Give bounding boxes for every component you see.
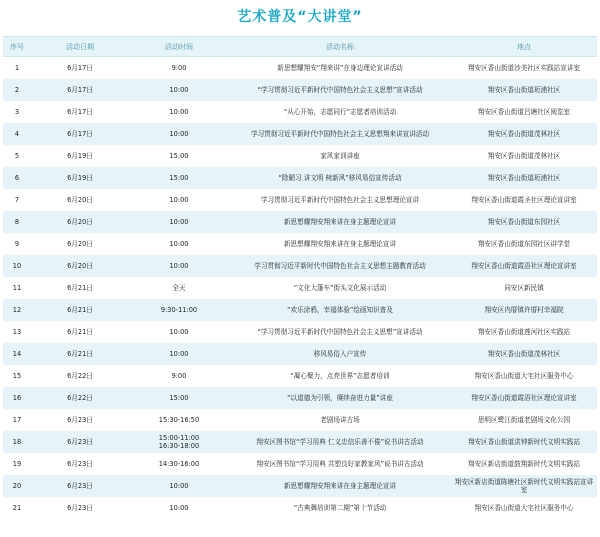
row-number: 7 xyxy=(3,189,31,211)
table-row xyxy=(3,365,597,387)
activity-location: 翔安区香山街道大宅社区服务中心 xyxy=(451,497,597,519)
activity-time: 15:00 xyxy=(129,387,229,409)
row-number: 4 xyxy=(3,123,31,145)
table-row xyxy=(3,167,597,189)
activity-location: 翔安区香山街道东园社区讲学堂 xyxy=(451,233,597,255)
activity-time: 9:00 xyxy=(129,365,229,387)
activity-time: 10:00 xyxy=(129,123,229,145)
row-number: 2 xyxy=(3,79,31,101)
activity-location: 翔安区香山街道东园社区 xyxy=(451,211,597,233)
activity-time: 15:00 xyxy=(129,145,229,167)
row-number: 17 xyxy=(3,409,31,431)
row-number: 5 xyxy=(3,145,31,167)
activity-location: 翔安区香山街道茂林社区 xyxy=(451,343,597,365)
header-activity-name: 活动名称 xyxy=(229,37,451,57)
activity-location: 翔安区香山街道霞圣社区理论宣讲室 xyxy=(451,189,597,211)
table-row xyxy=(3,79,597,101)
activity-location: 翔安区香山街道大宅社区服务中心 xyxy=(451,365,597,387)
activity-time: 10:00 xyxy=(129,343,229,365)
activity-name: “文化大篷车”街头文化展示活动 xyxy=(229,277,451,299)
activity-time: 10:00 xyxy=(129,211,229,233)
activity-name: “欢乐涂鸦，幸福体验”绘画知识普及 xyxy=(229,299,451,321)
activity-name: 移风易俗入户宣传 xyxy=(229,343,451,365)
activity-name: 老剧场讲古场 xyxy=(229,409,451,431)
table-row xyxy=(3,189,597,211)
activity-date: 6月17日 xyxy=(31,57,129,80)
activity-date: 6月23日 xyxy=(31,453,129,475)
activity-time: 15:00-11:00 16:30-18:00 xyxy=(129,431,229,453)
table-header-row xyxy=(3,37,597,57)
activity-time: 15:30-16:50 xyxy=(129,409,229,431)
activity-date: 6月19日 xyxy=(31,167,129,189)
table-row xyxy=(3,233,597,255)
activity-location: 翔安区内厝镇许厝村幸福院 xyxy=(451,299,597,321)
table-row xyxy=(3,453,597,475)
activity-location: 同安区新民镇 xyxy=(451,277,597,299)
activity-time: 9:30-11:00 xyxy=(129,299,229,321)
activity-name: 新思想耀翔安翔来讲在身主题理论宣讲 xyxy=(229,233,451,255)
row-number: 15 xyxy=(3,365,31,387)
activity-name: “以道德为引领，赓续奋进力量”讲座 xyxy=(229,387,451,409)
activity-time: 10:00 xyxy=(129,233,229,255)
activity-location: 翔安区新店街道鼓翔新时代文明实践站 xyxy=(451,453,597,475)
activity-name: “凝心聚力，点亮世界”志愿者培训 xyxy=(229,365,451,387)
activity-time: 9:00 xyxy=(129,57,229,80)
page-title: 艺术普及“大讲堂” xyxy=(237,9,363,25)
activity-time: 14:30-16:00 xyxy=(129,453,229,475)
activity-location: 翔安区香山街道珩浦社区 xyxy=(451,167,597,189)
activity-location: 翔安区香山街道吕塘社区阅览室 xyxy=(451,101,597,123)
activity-time: 15:00 xyxy=(129,167,229,189)
row-number: 21 xyxy=(3,497,31,519)
table-row xyxy=(3,475,597,497)
activity-date: 6月17日 xyxy=(31,101,129,123)
row-number: 14 xyxy=(3,343,31,365)
header-number: 序号 xyxy=(3,37,31,57)
activity-location: 翔安区香山街道莲河社区实践站 xyxy=(451,321,597,343)
activity-name: “除陋习 讲文明 树新风”移风易俗宣传活动 xyxy=(229,167,451,189)
activity-name: 家风家训讲座 xyxy=(229,145,451,167)
activity-name: 新思想耀翔安翔来讲在身主题理论宣讲 xyxy=(229,475,451,497)
header-date: 活动日期 xyxy=(31,37,129,57)
table-row xyxy=(3,101,597,123)
table-row xyxy=(3,123,597,145)
activity-date: 6月21日 xyxy=(31,299,129,321)
activity-name: “学习贯彻习近平新时代中国特色社会主义思想”宣讲活动 xyxy=(229,321,451,343)
activity-name: 学习贯彻习近平新时代中国特色社会主义思想翔来讲宣讲活动 xyxy=(229,123,451,145)
activity-time: 全天 xyxy=(129,277,229,299)
activity-location: 翔安区香山街道霞浯社区理论宣讲室 xyxy=(451,255,597,277)
row-number: 11 xyxy=(3,277,31,299)
row-number: 1 xyxy=(3,57,31,80)
activity-date: 6月23日 xyxy=(31,431,129,453)
table-row xyxy=(3,343,597,365)
activity-date: 6月23日 xyxy=(31,409,129,431)
activity-date: 6月17日 xyxy=(31,79,129,101)
activity-date: 6月20日 xyxy=(31,211,129,233)
activity-time: 10:00 xyxy=(129,475,229,497)
activity-location: 翔安区香山街道茂林社区 xyxy=(451,123,597,145)
activity-location: 翔安区香山街道茂林社区 xyxy=(451,145,597,167)
activity-location: 翔安区香山街道珩浦社区 xyxy=(451,79,597,101)
activity-name: 学习贯彻习近平新时代中国特色社会主义思想主题教育活动 xyxy=(229,255,451,277)
activity-date: 6月20日 xyxy=(31,233,129,255)
activity-date: 6月19日 xyxy=(31,145,129,167)
activity-name: 翔安区图书馆“学习用典 仁义忠信乐善不倦”说书讲古活动 xyxy=(229,431,451,453)
row-number: 9 xyxy=(3,233,31,255)
row-number: 3 xyxy=(3,101,31,123)
activity-date: 6月20日 xyxy=(31,189,129,211)
activity-date: 6月23日 xyxy=(31,475,129,497)
row-number: 20 xyxy=(3,475,31,497)
activity-name: 翔安区图书馆“学习用典 共塑良好家教家风”说书讲古活动 xyxy=(229,453,451,475)
table-row xyxy=(3,387,597,409)
activity-time: 10:00 xyxy=(129,79,229,101)
table-row xyxy=(3,299,597,321)
activity-date: 6月22日 xyxy=(31,387,129,409)
row-number: 12 xyxy=(3,299,31,321)
row-number: 8 xyxy=(3,211,31,233)
table-row xyxy=(3,255,597,277)
row-number: 16 xyxy=(3,387,31,409)
table-row xyxy=(3,57,597,80)
activity-date: 6月17日 xyxy=(31,123,129,145)
activity-time: 10:00 xyxy=(129,101,229,123)
table-row xyxy=(3,431,597,453)
row-number: 10 xyxy=(3,255,31,277)
activity-date: 6月22日 xyxy=(31,365,129,387)
activity-date: 6月21日 xyxy=(31,321,129,343)
activity-name: 学习贯彻习近平新时代中国特色社会主义思想理论宣讲 xyxy=(229,189,451,211)
table-body xyxy=(3,57,597,520)
activity-location: 翔安区新店街道陈塘社区新时代文明实践站宣讲室 xyxy=(451,475,597,497)
table-row xyxy=(3,277,597,299)
activity-time: 10:00 xyxy=(129,255,229,277)
table-row xyxy=(3,497,597,519)
activity-name: “学习贯彻习近平新时代中国特色社会主义思想”宣讲活动 xyxy=(229,79,451,101)
table-row xyxy=(3,409,597,431)
activity-name: 新思想耀翔安“翔来讲”在身边理论宣讲活动 xyxy=(229,57,451,80)
activity-date: 6月23日 xyxy=(31,497,129,519)
activity-name: 新思想耀翔安翔来讲在身主题理论宣讲 xyxy=(229,211,451,233)
table-row xyxy=(3,211,597,233)
activity-location: 思明区鹭江街道老剧场文化公园 xyxy=(451,409,597,431)
activity-time: 10:00 xyxy=(129,321,229,343)
activity-location: 翔安区香山街道霞浯社区理论宣讲室 xyxy=(451,387,597,409)
header-time: 活动时间 xyxy=(129,37,229,57)
row-number: 13 xyxy=(3,321,31,343)
header-location: 地点 xyxy=(451,37,597,57)
activity-location: 翔安区香山街道沙美社区实践站宣讲室 xyxy=(451,57,597,80)
activity-location: 翔安区香山街道洪钟新时代文明实践站 xyxy=(451,431,597,453)
row-number: 19 xyxy=(3,453,31,475)
activity-time: 10:00 xyxy=(129,189,229,211)
activity-name: “古典舞培训第二期”第十节活动 xyxy=(229,497,451,519)
schedule-table xyxy=(3,36,597,519)
activity-name: “从心开始，志愿同行”志愿者培训活动 xyxy=(229,101,451,123)
table-row xyxy=(3,321,597,343)
activity-date: 6月20日 xyxy=(31,255,129,277)
activity-date: 6月21日 xyxy=(31,277,129,299)
activity-date: 6月21日 xyxy=(31,343,129,365)
row-number: 18 xyxy=(3,431,31,453)
row-number: 6 xyxy=(3,167,31,189)
table-row xyxy=(3,145,597,167)
activity-time: 10:00 xyxy=(129,497,229,519)
